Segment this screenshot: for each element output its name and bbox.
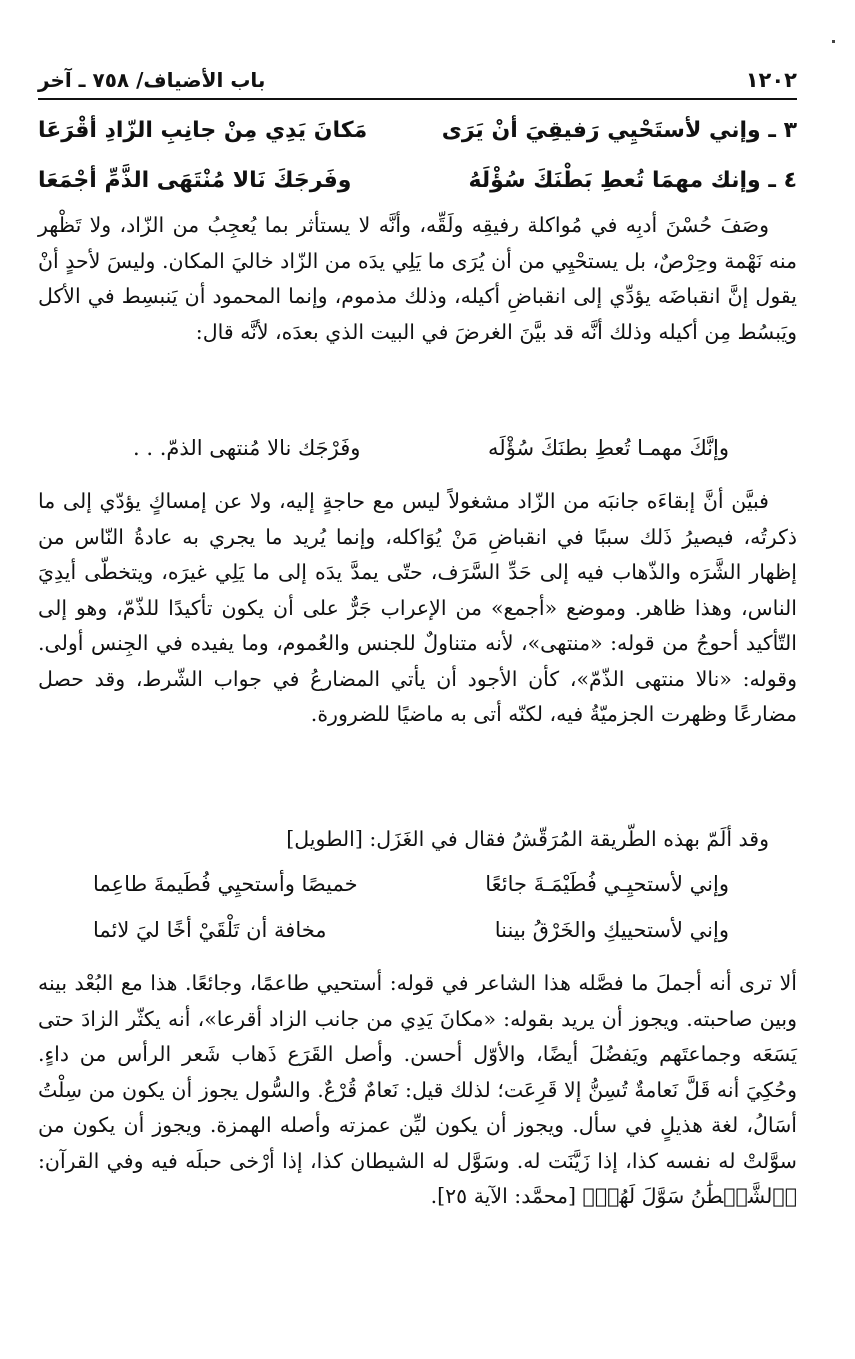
poem-line-1 xyxy=(38,872,797,908)
paragraph-commentary-2: فبيَّن أنَّ إبقاءَه جانبَه من الزّاد مشغولاً ليس مع حاجةٍ إليه، ولا عن إمساكٍ يؤدّي إلى ما ذكرتُه، فيصيرُ ذَلك سببًا في انقباضِ مَنْ يُوَاكله، وإنما يُريد ما يجري به عادةُ النّاس من إظهار الشَّرَه والذّهاب فيه إلى حَدِّ السَّرَف، حتّى يمدَّ يدَه إلى ما يَلِي غيرَه، ويتخطّى أيدِيَ الناس، وهذا ظاهر. وموضع «أجمع» من الإعراب جَرٌّ على أن يكون تأكيدًا للذّمّ، وهو إلى التّأكيد أحوجُ من قوله: «منتهى»، لأنه متناولٌ للجنس والعُموم، وما يفيده في الجِنس أولى. وقوله: «نالا منتهى الذّمّ»، كأن الأجود أن يأتي المضارعُ في جواب الشّرط، وقد حصل مضارعًا وظهرت الجزميّةُ فيه، لكنّه أتى به ماضيًا للضرورة. xyxy=(38,489,797,726)
poem-line-2-first: وإني لأستحييكِ والخَرْقُ بيننا xyxy=(494,918,729,942)
poem-line-1-first: وإني لأستحيِـي فُطَيْمَـةَ جائعًا xyxy=(485,872,729,896)
poem-line-2-second: مخافة أن تَلْقَيْ أخًا ليَ لائما xyxy=(93,918,327,942)
running-head: باب الأضياف/ ٧٥٨ ـ آخر xyxy=(38,68,266,92)
scan-mark xyxy=(832,40,835,43)
paragraph-commentary-1: وصَفَ حُسْنَ أدبِه في مُواكلة رفيقِه ولَقِّه، وأنَّه لا يستأثر بما يُعجِبُ من الزّاد، ولا تَظْهر منه نَهْمة وحِرْصٌ، بل يستحْيِي من أن يُرَى ما يَلِي يدَه من الزّاد خاليَ المكان. وليسَ لأحدٍ أنْ يقول إنَّ انقباضَه يؤدِّي إلى انقباضِ أكيله، وذلك مذموم، وإنما المحمود أن يَنبسِط في الأكل ويَبسُط مِن أكيله وذلك أنَّه قد بيَّنَ الغرضَ في البيت الذي بعدَه، لأنَّه قال: xyxy=(38,213,797,344)
verse-3 xyxy=(38,118,797,158)
paragraph-commentary-3: ألا ترى أنه أجملَ ما فصَّله هذا الشاعر في قوله: أستحيي طاعمًا، وجائعًا. هذا مع البُعْد بينه وبين صاحبته. ويجوز أن يريد بقوله: «مكانَ يَدِي من جانب الزاد أقرعا»، أنه يكثّر الزادَ حتى يَسَعَه وجماعتَهم ويَفضُلَ أيضًا، والأوّل أحسن. وأصل القَرَع ذَهاب شَعر الرأس من داءٍ. وحُكِيَ أنه قَلَّ نَعامةٌ تُسِنُّ إلا قَرِعَت؛ لذلك قيل: نَعامٌ قُرْعٌ. والسُّول يجوز أن يكون من سِلْتُ أسَالُ، لغة هذيلٍ في سأل. ويجوز أن يكون ليِّن عمزته وأصله الهمزة. ويجوز أن يكون من سوَّلتْ له نفسه كذا، إذا زَيَّنَت له. وسَوَّل له الشيطان كذا، إذا أرْخى حبلَه فيه وفي القرآن: ﴿ٱلشَّيۡطَٰنُ سَوَّلَ لَهُمۡ﴾ [محمَّد: الآية ٢٥]. xyxy=(38,971,797,1208)
quoted-verse xyxy=(38,436,797,472)
poem-line-2 xyxy=(38,918,797,954)
page-number: ١٢٠٢ xyxy=(745,68,797,92)
paragraph-intro-poem: وقد ألَمّ بهذه الطّريقة المُرَقّشُ فقال في الغَزَل: [الطويل] xyxy=(286,827,769,851)
quoted-verse-first: وإنَّكَ مهمـا تُعطِ بطنَكَ سُؤْلَه xyxy=(488,436,729,460)
poem-line-1-second: خميصًا وأستحيِي فُطَيمةَ طاعِما xyxy=(93,872,358,896)
quoted-verse-second: وفَرْجَك نالا مُنتهى الذمّ. . . xyxy=(133,436,361,460)
verse-3-second-hemistich: مَكانَ يَدِي مِنْ جانِبِ الزّادِ أقْرَعَا xyxy=(38,118,368,143)
page-header xyxy=(38,64,797,100)
verse-4-second-hemistich: وفَرجَكَ نَالا مُنْتَهَى الذَّمِّ أجْمَعَا xyxy=(38,168,352,193)
verse-3-first-hemistich: ٣ ـ وإني لأستَحْيِي رَفيقِيَ أنْ يَرَى xyxy=(441,118,797,143)
verse-4-first-hemistich: ٤ ـ وإنك مهمَا تُعطِ بَطْنَكَ سُؤْلَهُ xyxy=(468,168,797,193)
verse-4 xyxy=(38,168,797,208)
